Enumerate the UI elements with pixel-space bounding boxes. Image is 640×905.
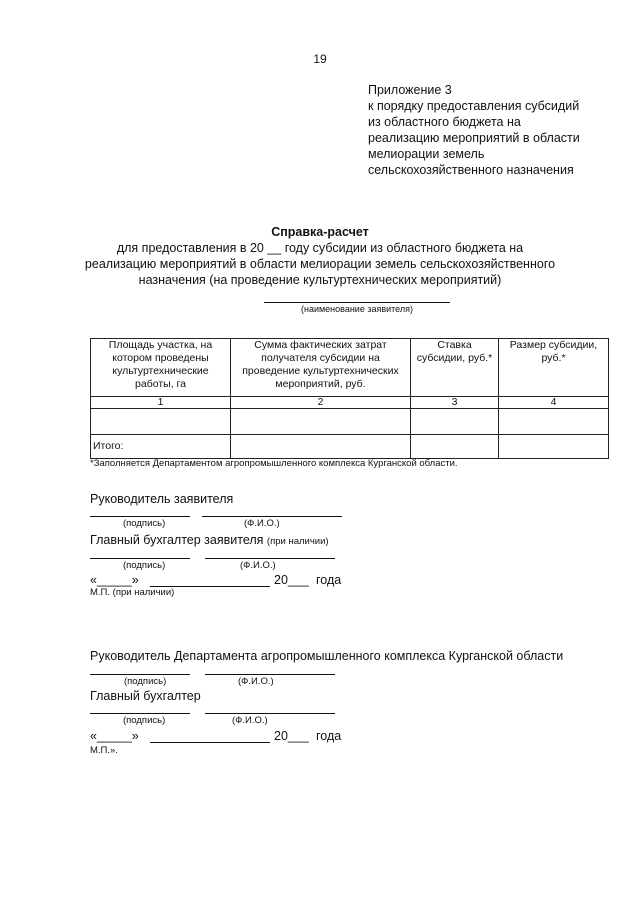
table-cell[interactable] (91, 409, 231, 435)
table-cell[interactable] (411, 435, 499, 459)
department-head-name-field[interactable] (205, 674, 335, 675)
department-date-month-field[interactable] (150, 742, 270, 743)
appendix-line: Приложение 3 (368, 83, 452, 97)
accountant-note: (при наличии) (266, 536, 329, 547)
column-header-rate (411, 339, 499, 397)
header-line: культуртехнические (112, 365, 209, 377)
appendix-line: реализацию мероприятий в области (368, 131, 580, 145)
applicant-accountant-title (90, 533, 329, 547)
signature-caption: (подпись) (123, 518, 166, 529)
department-date-year: 20___ (274, 729, 309, 743)
table-data-row (91, 409, 609, 435)
document-heading (0, 224, 640, 288)
heading-line: для предоставления в 20 __ году субсидии из областного бюджета на (116, 241, 524, 255)
appendix-line: мелиорации земель (368, 147, 485, 161)
heading-line: назначения (на проведение культуртехнических мероприятий) (138, 273, 502, 287)
name-caption: (Ф.И.О.) (240, 560, 276, 571)
column-header-area (91, 339, 231, 397)
header-line: Ставка (437, 339, 472, 351)
applicant-stamp-note: М.П. (при наличии) (90, 587, 175, 598)
name-caption: (Ф.И.О.) (238, 676, 274, 687)
header-line: получателя субсидии на (261, 352, 380, 364)
column-header-subsidy (499, 339, 609, 397)
column-header-costs (231, 339, 411, 397)
appendix-block (368, 82, 580, 178)
appendix-line: из областного бюджета на (368, 115, 521, 129)
header-line: Размер субсидии, (509, 339, 598, 351)
department-head-signature-field[interactable] (90, 674, 190, 675)
applicant-accountant-signature-field[interactable] (90, 558, 190, 559)
applicant-head-signature-field[interactable] (90, 516, 190, 517)
table-cell[interactable] (231, 409, 411, 435)
applicant-date-year: 20___ (274, 573, 309, 587)
column-number: 2 (231, 397, 411, 409)
applicant-head-name-field[interactable] (202, 516, 342, 517)
header-line: мероприятий, руб. (275, 378, 366, 390)
applicant-head-title: Руководитель заявителя (90, 492, 234, 506)
header-line: проведение культуртехнических (242, 365, 399, 377)
column-number: 1 (91, 397, 231, 409)
header-line: субсидии, руб.* (416, 352, 493, 364)
department-accountant-title: Главный бухгалтер (90, 689, 201, 703)
footnote: *Заполняется Департаментом агропромышленного комплекса Курганской области. (90, 458, 458, 469)
table-cell[interactable] (499, 409, 609, 435)
department-accountant-name-field[interactable] (205, 713, 335, 714)
column-number: 4 (499, 397, 609, 409)
calculation-table (90, 338, 609, 459)
table-cell[interactable] (411, 409, 499, 435)
table-total-row (91, 435, 609, 459)
header-line: работы, га (135, 378, 186, 390)
signature-caption: (подпись) (123, 560, 166, 571)
department-accountant-signature-field[interactable] (90, 713, 190, 714)
applicant-accountant-name-field[interactable] (205, 558, 335, 559)
name-caption: (Ф.И.О.) (232, 715, 268, 726)
column-number-row (91, 397, 609, 409)
applicant-date-prefix: «_____» (90, 573, 139, 587)
department-date-suffix: года (316, 729, 342, 743)
table-cell[interactable] (231, 435, 411, 459)
appendix-line: сельскохозяйственного назначения (368, 163, 574, 177)
header-line: котором проведены (112, 352, 209, 364)
department-date-prefix: «_____» (90, 729, 139, 743)
department-head-title: Руководитель Департамента агропромышленного комплекса Курганской области (90, 649, 564, 663)
heading-line: реализацию мероприятий в области мелиорации земель сельскохозяйственного (84, 257, 556, 271)
appendix-line: к порядку предоставления субсидий (368, 99, 580, 113)
document-title: Справка-расчет (271, 225, 369, 239)
table-cell[interactable] (499, 435, 609, 459)
applicant-name-caption: (наименование заявителя) (300, 304, 414, 314)
accountant-title-text: Главный бухгалтер заявителя (90, 533, 264, 547)
header-line: Сумма фактических затрат (254, 339, 387, 351)
department-stamp-note: М.П.». (90, 745, 118, 756)
page-number: 19 (313, 52, 327, 66)
signature-caption: (подпись) (124, 676, 167, 687)
column-number: 3 (411, 397, 499, 409)
signature-caption: (подпись) (123, 715, 166, 726)
applicant-date-suffix: года (316, 573, 342, 587)
name-caption: (Ф.И.О.) (244, 518, 280, 529)
applicant-name-field[interactable] (264, 302, 450, 303)
header-line: Площадь участка, на (108, 339, 213, 351)
table-header-row (91, 339, 609, 397)
total-label: Итого: (91, 435, 231, 459)
header-line: руб.* (541, 352, 566, 364)
